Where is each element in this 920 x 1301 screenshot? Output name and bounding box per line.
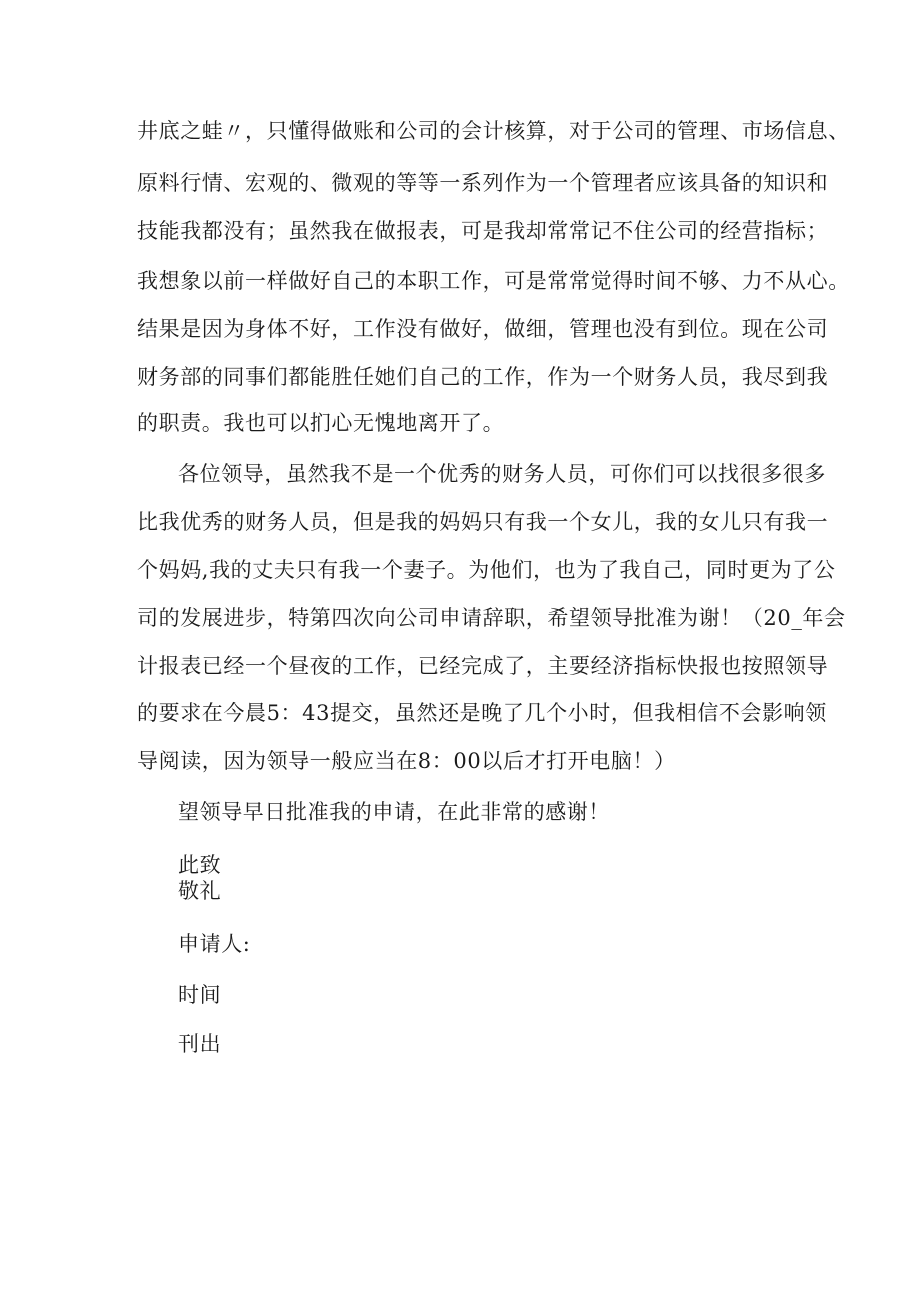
text-line: 司的发展进步，特第四次向公司申请辞职，希望领导批准为谢！（20_年会 (137, 606, 846, 630)
text-line: 各位领导，虽然我不是一个优秀的财务人员，可你们可以找很多很多 (178, 462, 826, 486)
salutation-jingli: 敬礼 (178, 879, 222, 903)
closing-request: 望领导早日批准我的申请，在此非常的感谢！ (178, 800, 610, 824)
text-line: 比我优秀的财务人员，但是我的妈妈只有我一个女儿，我的女儿只有我一 (137, 510, 829, 534)
text-line: 财务部的同事们都能胜任她们自己的工作，作为一个财务人员，我尽到我 (137, 365, 829, 389)
text-line: 原料行情、宏观的、微观的等等一系列作为一个管理者应该具备的知识和 (137, 171, 829, 195)
text-line: 结果是因为身体不好，工作没有做好，做细，管理也没有到位。现在公司 (137, 317, 829, 341)
text-line: 计报表已经一个昼夜的工作，已经完成了，主要经济指标快报也按照领导 (137, 654, 829, 678)
time-label: 时间 (178, 983, 222, 1007)
published-label: 刊出 (178, 1032, 222, 1056)
text-line: 的要求在今晨5：43提交，虽然还是晚了几个小时，但我相信不会影响领 (137, 701, 827, 725)
text-line: 技能我都没有；虽然我在做报表，可是我却常常记不住公司的经营指标； (137, 219, 829, 243)
applicant-label: 申请人: (178, 932, 251, 956)
text-line: 的职责。我也可以扪心无愧地离开了。 (137, 411, 505, 435)
text-line: 导阅读，因为领导一般应当在8：00以后才打开电脑！） (137, 749, 676, 773)
text-line: 我想象以前一样做好自己的本职工作，可是常常觉得时间不够、力不从心。 (137, 269, 850, 293)
salutation-cizhi: 此致 (178, 853, 222, 877)
text-line: 个妈妈,我的丈夫只有我一个妻子。为他们，也为了我自己，同时更为了公 (137, 558, 836, 582)
text-line: 井底之蛙〃，只懂得做账和公司的会计核算，对于公司的管理、市场信息、 (137, 119, 850, 143)
